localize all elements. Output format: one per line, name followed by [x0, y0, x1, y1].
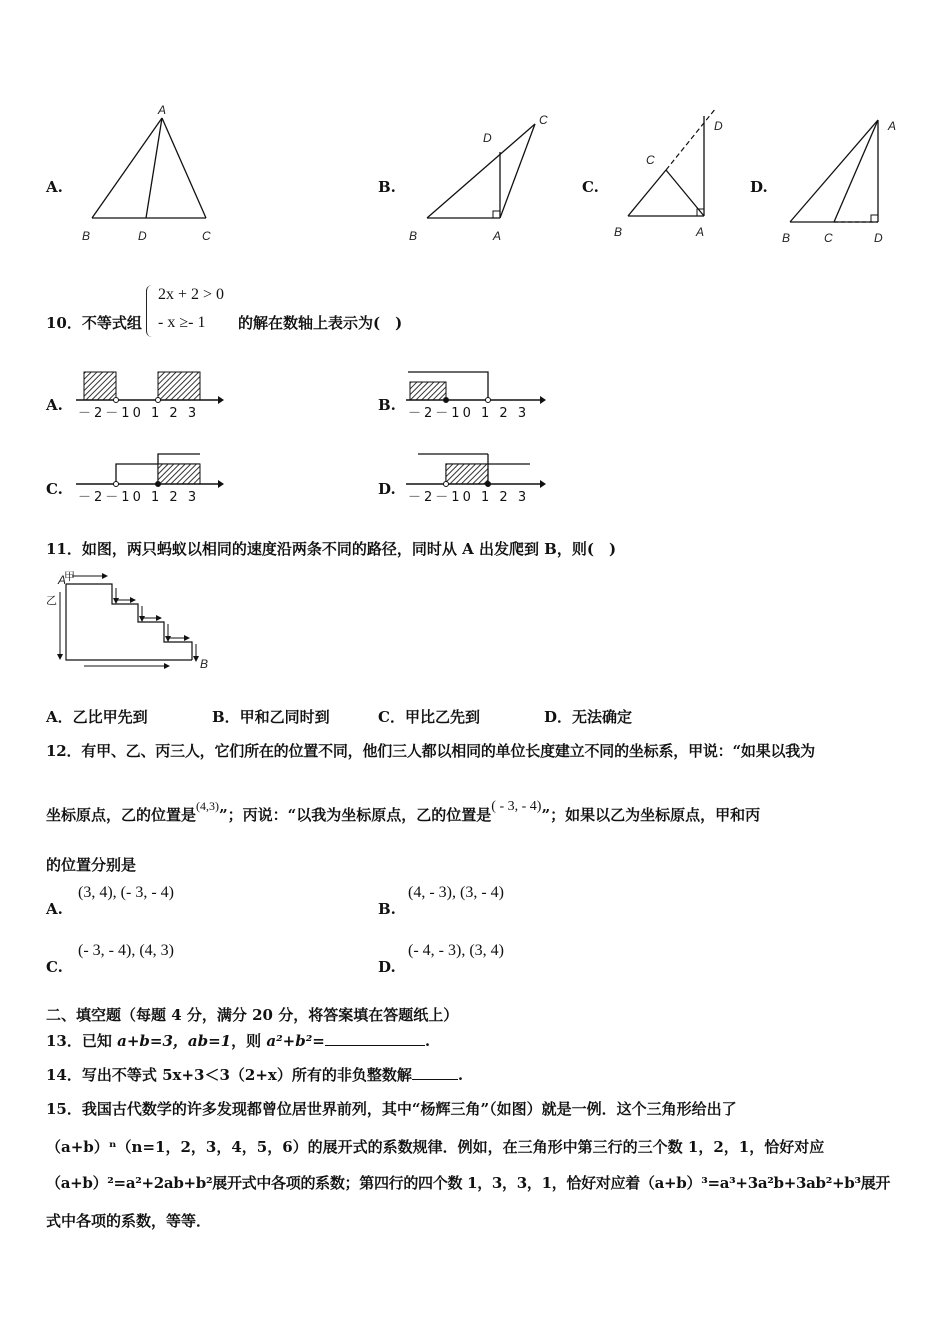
point-label: B — [614, 225, 623, 239]
q10-axis-labels-c: －2－10 1 2 3 — [78, 490, 200, 505]
section2-heading: 二、填空题（每题 4 分，满分 20 分，将答案填在答题纸上） — [46, 1006, 459, 1024]
fig-line — [500, 124, 535, 218]
q13-answer-blank[interactable] — [325, 1045, 425, 1046]
q12-option-c-label: C. — [46, 958, 63, 976]
point-label: D — [714, 119, 723, 133]
fig-line — [427, 124, 535, 218]
point-label: D — [138, 229, 147, 243]
q11-option-a: A．乙比甲先到 — [46, 708, 148, 726]
point-label: C — [539, 113, 548, 127]
arrowhead — [113, 598, 119, 604]
hatched-region — [446, 464, 488, 484]
arrowhead — [164, 663, 170, 669]
q9-option-a-label: A. — [46, 178, 63, 196]
q13-pre: 13．已知 — [46, 1032, 118, 1050]
q14-text: 14．写出不等式 5x+3＜3（2+x）所有的非负整数解 — [46, 1066, 412, 1084]
q10-prefix: 不等式组 — [81, 314, 142, 332]
q15-line1: 15．我国古代数学的许多发现都曾位居世界前列，其中“杨辉三角”（如图）就是一例．这个三角形给出了 — [46, 1100, 737, 1118]
q9-figure-c — [612, 104, 742, 244]
fig-line — [92, 118, 162, 218]
q9-option-c-label: C. — [582, 178, 599, 196]
q11-option-d: D．无法确定 — [544, 708, 633, 726]
point-label: C — [646, 153, 655, 167]
hatched-region — [84, 372, 116, 400]
q9-option-b-label: B. — [378, 178, 396, 196]
point-label: A — [696, 225, 705, 239]
q12-line3: 的位置分别是 — [46, 856, 137, 874]
q12-option-d-label: D. — [378, 958, 396, 976]
point-label: C — [824, 231, 833, 245]
q15-line2: （a+b）ⁿ（n=1，2，3，4，5，6）的展开式的系数规律．例如，在三角形中第三行的三个数 1，2，1，恰好对应 — [46, 1138, 825, 1156]
fig-line — [790, 120, 878, 222]
q12-option-b-value: (4, - 3), (3, - 4) — [408, 884, 504, 901]
hatched-region — [158, 464, 200, 484]
label-a: A — [58, 573, 67, 587]
q13-end: . — [424, 1032, 431, 1050]
q10-brace — [146, 285, 157, 337]
q10-option-b-label: B. — [378, 396, 396, 414]
q14-answer-blank[interactable] — [412, 1079, 458, 1080]
axis-arrow — [540, 480, 546, 488]
q12-line2 — [46, 799, 761, 825]
label-b: B — [200, 657, 209, 671]
q12-option-d-value: (- 4, - 3), (3, 4) — [408, 942, 504, 959]
point-label: C — [202, 229, 211, 243]
q9-figure-d — [776, 110, 916, 250]
q12-option-c-value: (- 3, - 4), (4, 3) — [78, 942, 174, 959]
axis-arrow — [540, 396, 546, 404]
q13-mid: ，则 — [231, 1032, 267, 1050]
q10-option-d-label: D. — [378, 480, 396, 498]
q12-option-a-label: A. — [46, 900, 63, 918]
q10-axis-labels-a: －2－10 1 2 3 — [78, 406, 200, 421]
point-label: A — [158, 103, 167, 117]
point-label: D — [874, 231, 883, 245]
arrowhead — [130, 597, 136, 603]
arrowhead — [184, 635, 190, 641]
q10-option-a-label: A. — [46, 396, 63, 414]
left-bottom-path — [66, 584, 192, 660]
q9-option-d-label: D. — [750, 178, 768, 196]
fig-line — [834, 120, 878, 222]
fig-line — [146, 118, 162, 218]
arrowhead — [139, 616, 145, 622]
q13-expr: a²+b²= — [266, 1032, 325, 1050]
q12-option-b-label: B. — [378, 900, 396, 918]
q13 — [46, 1030, 430, 1051]
right-angle-mark — [871, 215, 878, 222]
q10-suffix: 的解在数轴上表示为( ) — [238, 314, 403, 332]
fig-line — [162, 118, 206, 218]
q12-option-a-value: (3, 4), (- 3, - 4) — [78, 884, 174, 901]
label-jia: 甲 — [64, 571, 75, 583]
point-label: B — [409, 229, 418, 243]
q12-coord2: ( - 3, - 4) — [491, 799, 542, 814]
point-label: B — [782, 231, 791, 245]
q11-option-b: B．甲和乙同时到 — [212, 708, 330, 726]
point-label: A — [493, 229, 502, 243]
fig-line — [628, 170, 666, 216]
q10-axis-labels-b: －2－10 1 2 3 — [408, 406, 530, 421]
arrowhead — [156, 615, 162, 621]
axis-arrow — [218, 480, 224, 488]
right-angle-mark — [493, 211, 500, 218]
label-yi: 乙 — [46, 595, 57, 607]
q10-axis-labels-d: －2－10 1 2 3 — [408, 490, 530, 505]
q14 — [46, 1064, 463, 1085]
q9-figure-b — [405, 110, 565, 250]
arrowhead — [102, 573, 108, 579]
q15-line3: （a+b）²=a²+2ab+b²展开式中各项的系数；第四行的四个数 1，3，3，1，恰好对应着（a+b）³=a³+3a²b+3ab²+b³展开 — [46, 1174, 891, 1192]
q9-figure-a — [78, 100, 228, 250]
fig-line — [666, 108, 716, 170]
q10-inequality-1: 2x + 2 > 0 — [158, 286, 225, 303]
arrowhead — [193, 656, 199, 662]
q11-stem: 11．如图，两只蚂蚁以相同的速度沿两条不同的路径，同时从 A 出发爬到 B，则( ) — [46, 540, 617, 558]
q10-stem — [46, 312, 142, 333]
hatched-region — [410, 382, 446, 400]
staircase-path — [66, 584, 192, 660]
q11-option-c: C．甲比乙先到 — [378, 708, 480, 726]
arrowhead — [57, 654, 63, 660]
q12-line2-c: ”；如果以乙为坐标原点，甲和丙 — [541, 806, 761, 824]
q10-number: 10． — [46, 314, 82, 332]
point-label: A — [888, 119, 897, 133]
q10-inequality-2: - x ≥- 1 — [158, 314, 206, 331]
q10-option-c-label: C. — [46, 480, 63, 498]
q12-coord1: (4,3) — [196, 799, 220, 813]
axis-arrow — [218, 396, 224, 404]
q15-line4: 式中各项的系数，等等． — [46, 1212, 212, 1230]
q11-figure — [44, 568, 224, 678]
hatched-region — [158, 372, 200, 400]
q12-line1: 12．有甲、乙、丙三人，它们所在的位置不同，他们三人都以相同的单位长度建立不同的坐标系，甲说：“如果以我为 — [46, 742, 815, 760]
q12-line2-a: 坐标原点，乙的位置是 — [46, 806, 197, 824]
point-label: B — [82, 229, 91, 243]
q13-cond: a+b=3，ab=1 — [117, 1032, 232, 1050]
q12-line2-b: ”；丙说：“以我为坐标原点，乙的位置是 — [219, 806, 492, 824]
point-label: D — [483, 131, 492, 145]
arrowhead — [165, 636, 171, 642]
q14-end: . — [457, 1066, 464, 1084]
